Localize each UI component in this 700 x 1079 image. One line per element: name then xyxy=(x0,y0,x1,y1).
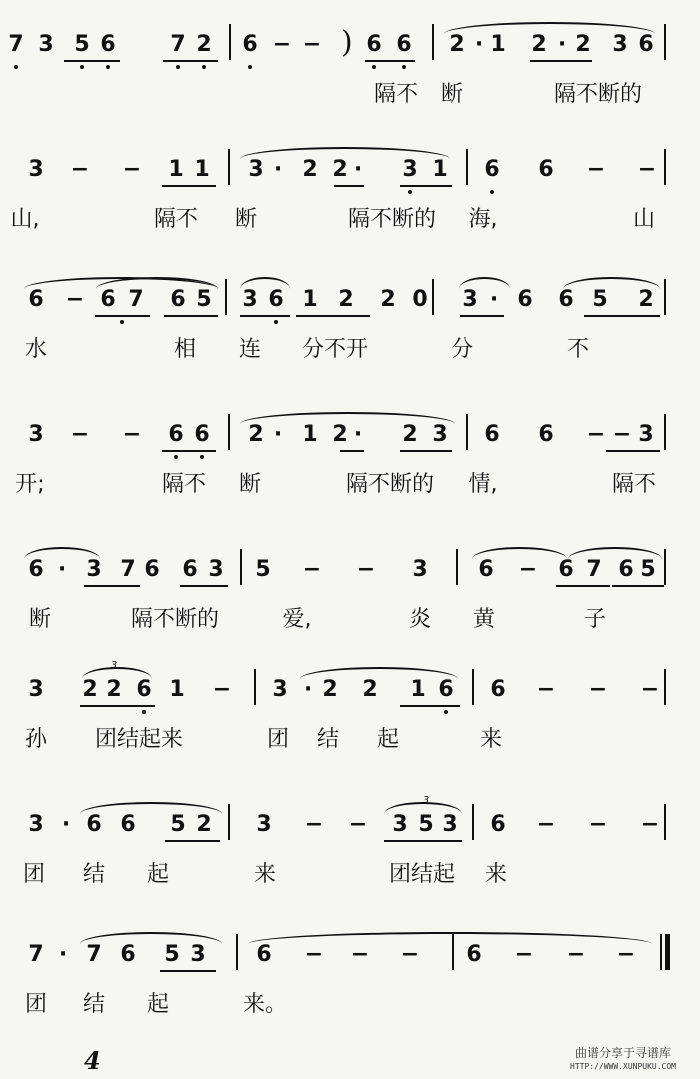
beam-underline xyxy=(163,60,218,62)
beam-underline xyxy=(164,315,218,317)
lyric-4-1: 隔不断的 xyxy=(130,607,220,632)
octave-dot-below xyxy=(14,65,18,69)
note-3-10: 2 xyxy=(402,422,418,447)
note-5-10: 1 xyxy=(410,677,426,702)
lyric-6-1: 结 xyxy=(82,862,106,887)
note-4-4: 6 xyxy=(144,557,160,582)
watermark-line-1: 曲谱分享于寻谱库 xyxy=(574,1046,671,1060)
note-7-0: 7 xyxy=(28,942,44,967)
note-7-11: − xyxy=(514,942,534,967)
octave-dot-below xyxy=(142,710,146,714)
note-7-13: − xyxy=(616,942,636,967)
note-1-15: − xyxy=(637,157,657,182)
note-6-11: 3 xyxy=(442,812,458,837)
beam-underline xyxy=(460,315,504,317)
note-0-2: 5 xyxy=(74,32,90,57)
octave-dot-below xyxy=(106,65,110,69)
beam-underline xyxy=(400,185,452,187)
lyric-7-0: 团 xyxy=(24,992,48,1017)
slur xyxy=(240,277,290,289)
lyric-1-0: 山, xyxy=(10,207,40,232)
note-5-13: − xyxy=(536,677,556,702)
barline xyxy=(466,414,468,450)
note-3-3: 6 xyxy=(168,422,184,447)
lyric-5-5: 来 xyxy=(479,727,503,752)
beam-underline xyxy=(80,705,155,707)
note-6-10: 5 xyxy=(418,812,434,837)
beam-underline xyxy=(584,315,660,317)
note-5-4: 1 xyxy=(169,677,185,702)
lyric-1-3: 隔不断的 xyxy=(347,207,437,232)
note-5-8: 2 xyxy=(322,677,338,702)
note-6-1: · xyxy=(61,812,71,837)
octave-dot-below xyxy=(444,710,448,714)
note-3-8: 2 xyxy=(332,422,348,447)
note-0-17: 2 xyxy=(575,32,591,57)
note-4-10: 3 xyxy=(412,557,428,582)
note-3-0: 3 xyxy=(28,422,44,447)
note-2-10: 2 xyxy=(380,287,396,312)
lyric-3-5: 隔不 xyxy=(611,472,657,497)
note-3-2: − xyxy=(122,422,142,447)
note-2-13: · xyxy=(489,287,499,312)
lyric-2-0: 水 xyxy=(24,337,48,362)
note-0-12: 2 xyxy=(449,32,465,57)
barline xyxy=(472,804,474,840)
note-5-6: 3 xyxy=(272,677,288,702)
note-3-6: · xyxy=(273,422,283,447)
slur xyxy=(459,277,510,289)
note-1-12: 6 xyxy=(484,157,500,182)
note-2-2: 6 xyxy=(100,287,116,312)
beam-underline xyxy=(64,60,120,62)
note-7-8: − xyxy=(350,942,370,967)
lyric-5-4: 起 xyxy=(376,727,400,752)
note-1-4: 1 xyxy=(194,157,210,182)
lyric-6-3: 来 xyxy=(253,862,277,887)
barline xyxy=(664,549,666,585)
note-4-13: 6 xyxy=(558,557,574,582)
note-3-5: 2 xyxy=(248,422,264,447)
lyric-3-3: 隔不断的 xyxy=(345,472,435,497)
note-4-11: 6 xyxy=(478,557,494,582)
note-6-9: 3 xyxy=(392,812,408,837)
note-0-8: − xyxy=(302,32,322,57)
lyric-6-0: 团 xyxy=(22,862,46,887)
beam-underline xyxy=(612,585,664,587)
beam-underline xyxy=(180,585,228,587)
barline xyxy=(240,549,242,585)
note-6-8: − xyxy=(348,812,368,837)
octave-dot-below xyxy=(200,455,204,459)
note-0-13: · xyxy=(474,32,484,57)
lyric-5-3: 结 xyxy=(316,727,340,752)
octave-dot-below xyxy=(402,65,406,69)
final-barline-thin xyxy=(660,934,662,970)
note-0-3: 6 xyxy=(100,32,116,57)
lyric-7-3: 来。 xyxy=(242,992,288,1017)
note-2-12: 3 xyxy=(462,287,478,312)
beam-underline xyxy=(400,450,452,452)
note-0-15: 2 xyxy=(531,32,547,57)
note-4-8: − xyxy=(302,557,322,582)
beam-underline xyxy=(340,450,364,452)
note-4-5: 6 xyxy=(182,557,198,582)
octave-dot-below xyxy=(408,190,412,194)
slur xyxy=(472,547,567,559)
note-3-13: 6 xyxy=(538,422,554,447)
note-5-5: − xyxy=(212,677,232,702)
note-0-1: 3 xyxy=(38,32,54,57)
beam-underline xyxy=(162,450,216,452)
note-7-3: 6 xyxy=(120,942,136,967)
beam-underline xyxy=(384,840,462,842)
slur xyxy=(568,547,662,559)
note-7-9: − xyxy=(400,942,420,967)
note-4-1: · xyxy=(57,557,67,582)
note-6-0: 3 xyxy=(28,812,44,837)
note-3-7: 1 xyxy=(302,422,318,447)
barline xyxy=(254,669,256,705)
beam-underline xyxy=(296,315,370,317)
note-0-4: 7 xyxy=(170,32,186,57)
lyric-3-2: 断 xyxy=(238,472,262,497)
note-4-9: − xyxy=(356,557,376,582)
lyric-7-2: 起 xyxy=(146,992,170,1017)
barline xyxy=(432,24,434,60)
beam-underline xyxy=(84,585,140,587)
note-1-3: 1 xyxy=(168,157,184,182)
note-6-7: − xyxy=(304,812,324,837)
lyric-4-3: 炎 xyxy=(408,607,432,632)
note-2-4: 6 xyxy=(170,287,186,312)
watermark-line-2: HTTP://WWW.XUNPUKU.COM xyxy=(570,1062,676,1071)
lyric-5-2: 团 xyxy=(266,727,290,752)
note-1-2: − xyxy=(122,157,142,182)
octave-dot-below xyxy=(120,320,124,324)
note-1-11: 1 xyxy=(432,157,448,182)
lyric-2-2: 连 xyxy=(238,337,262,362)
beam-underline xyxy=(165,840,220,842)
note-6-5: 2 xyxy=(196,812,212,837)
lyric-2-3: 分不开 xyxy=(301,337,369,362)
note-0-5: 2 xyxy=(196,32,212,57)
note-0-7: − xyxy=(272,32,292,57)
beam-underline xyxy=(334,185,364,187)
watermark xyxy=(548,1045,698,1073)
note-3-12: 6 xyxy=(484,422,500,447)
barline xyxy=(664,279,666,315)
note-4-14: 7 xyxy=(586,557,602,582)
note-5-9: 2 xyxy=(362,677,378,702)
beam-underline xyxy=(606,450,660,452)
note-0-19: 6 xyxy=(638,32,654,57)
lyric-7-1: 结 xyxy=(82,992,106,1017)
note-2-5: 5 xyxy=(196,287,212,312)
barline xyxy=(228,414,230,450)
lyric-1-2: 断 xyxy=(234,207,258,232)
note-1-7: 2 xyxy=(302,157,318,182)
lyric-0-1: 断 xyxy=(440,82,464,107)
note-3-15: − xyxy=(612,422,632,447)
note-7-1: · xyxy=(58,942,68,967)
lyric-1-5: 山 xyxy=(632,207,656,232)
note-7-10: 6 xyxy=(466,942,482,967)
lyric-3-1: 隔不 xyxy=(161,472,207,497)
note-4-12: − xyxy=(518,557,538,582)
slur xyxy=(300,667,458,679)
lyric-0-0: 隔不 xyxy=(373,82,419,107)
note-7-12: − xyxy=(566,942,586,967)
slur xyxy=(80,932,222,944)
note-6-4: 5 xyxy=(170,812,186,837)
lyric-2-4: 分 xyxy=(450,337,474,362)
note-1-5: 3 xyxy=(248,157,264,182)
note-5-15: − xyxy=(640,677,660,702)
note-5-14: − xyxy=(588,677,608,702)
note-2-0: 6 xyxy=(28,287,44,312)
note-6-15: − xyxy=(640,812,660,837)
barline xyxy=(228,804,230,840)
lyric-4-4: 黄 xyxy=(472,607,496,632)
octave-dot-below xyxy=(202,65,206,69)
lyric-4-0: 断 xyxy=(28,607,52,632)
final-barline-thick xyxy=(665,934,670,970)
note-3-16: 3 xyxy=(638,422,654,447)
note-5-0: 3 xyxy=(28,677,44,702)
note-4-6: 3 xyxy=(208,557,224,582)
note-2-16: 5 xyxy=(592,287,608,312)
note-0-14: 1 xyxy=(490,32,506,57)
note-0-11: 6 xyxy=(396,32,412,57)
note-2-9: 2 xyxy=(338,287,354,312)
note-2-6: 3 xyxy=(242,287,258,312)
beam-underline xyxy=(556,585,610,587)
note-7-5: 3 xyxy=(190,942,206,967)
beam-underline xyxy=(530,60,592,62)
barline xyxy=(466,149,468,185)
note-0-0: 7 xyxy=(8,32,24,57)
note-2-8: 1 xyxy=(302,287,318,312)
barline xyxy=(664,804,666,840)
lyric-4-5: 子 xyxy=(583,607,607,632)
note-1-13: 6 xyxy=(538,157,554,182)
triplet-marker: 3 xyxy=(422,795,430,806)
note-7-7: − xyxy=(304,942,324,967)
note-3-1: − xyxy=(70,422,90,447)
barline xyxy=(664,669,666,705)
note-1-8: 2 xyxy=(332,157,348,182)
note-3-14: − xyxy=(586,422,606,447)
note-5-12: 6 xyxy=(490,677,506,702)
lyric-6-2: 起 xyxy=(146,862,170,887)
beam-underline xyxy=(162,185,216,187)
beam-underline xyxy=(240,315,290,317)
note-5-2: 2 xyxy=(106,677,122,702)
note-1-9: · xyxy=(353,157,363,182)
note-2-1: − xyxy=(65,287,85,312)
note-4-7: 5 xyxy=(255,557,271,582)
note-0-16: · xyxy=(557,32,567,57)
octave-dot-below xyxy=(80,65,84,69)
note-2-17: 2 xyxy=(638,287,654,312)
note-2-7: 6 xyxy=(268,287,284,312)
note-0-10: 6 xyxy=(366,32,382,57)
beam-underline xyxy=(365,60,415,62)
slur xyxy=(80,802,222,814)
note-1-6: · xyxy=(273,157,283,182)
beam-underline xyxy=(95,315,150,317)
note-7-6: 6 xyxy=(256,942,272,967)
barline xyxy=(664,149,666,185)
slur xyxy=(240,412,455,424)
barline xyxy=(432,279,434,315)
note-1-14: − xyxy=(586,157,606,182)
note-0-6: 6 xyxy=(242,32,258,57)
note-4-15: 6 xyxy=(618,557,634,582)
barline xyxy=(236,934,238,970)
octave-dot-below xyxy=(176,65,180,69)
note-2-15: 6 xyxy=(558,287,574,312)
page-number: 4 xyxy=(84,1046,101,1075)
barline xyxy=(664,414,666,450)
note-7-2: 7 xyxy=(86,942,102,967)
lyric-1-4: 海, xyxy=(468,207,498,232)
note-4-16: 5 xyxy=(640,557,656,582)
lyric-1-1: 隔不 xyxy=(153,207,199,232)
note-6-13: − xyxy=(536,812,556,837)
note-5-1: 2 xyxy=(82,677,98,702)
lyric-3-0: 开; xyxy=(15,472,45,497)
note-6-12: 6 xyxy=(490,812,506,837)
lyric-5-0: 孙 xyxy=(24,727,48,752)
octave-dot-below xyxy=(274,320,278,324)
slur xyxy=(24,547,100,559)
note-5-3: 6 xyxy=(136,677,152,702)
closing-parenthesis: ) xyxy=(341,25,353,60)
note-1-0: 3 xyxy=(28,157,44,182)
barline xyxy=(225,279,227,315)
octave-dot-below xyxy=(174,455,178,459)
lyric-0-2: 隔不断的 xyxy=(553,82,643,107)
note-5-11: 6 xyxy=(438,677,454,702)
note-2-14: 6 xyxy=(517,287,533,312)
beam-underline xyxy=(400,705,460,707)
note-2-3: 7 xyxy=(128,287,144,312)
lyric-6-4: 团结起 xyxy=(388,862,456,887)
barline xyxy=(229,24,231,60)
slur xyxy=(563,277,660,289)
lyric-2-1: 相 xyxy=(173,337,197,362)
lyric-5-1: 团结起来 xyxy=(94,727,184,752)
octave-dot-below xyxy=(490,190,494,194)
note-2-11: 0 xyxy=(412,287,428,312)
slur xyxy=(248,932,652,944)
lyric-3-4: 情, xyxy=(468,472,498,497)
note-6-6: 3 xyxy=(256,812,272,837)
note-1-1: − xyxy=(70,157,90,182)
note-6-2: 6 xyxy=(86,812,102,837)
note-3-4: 6 xyxy=(194,422,210,447)
note-4-2: 3 xyxy=(86,557,102,582)
note-6-3: 6 xyxy=(120,812,136,837)
barline xyxy=(456,549,458,585)
slur xyxy=(240,147,450,159)
octave-dot-below xyxy=(372,65,376,69)
note-7-4: 5 xyxy=(164,942,180,967)
barline xyxy=(472,669,474,705)
barline xyxy=(228,149,230,185)
slur xyxy=(444,22,655,34)
note-6-14: − xyxy=(588,812,608,837)
lyric-4-2: 爱, xyxy=(282,607,312,632)
note-0-18: 3 xyxy=(612,32,628,57)
lyric-2-5: 不 xyxy=(566,337,590,362)
beam-underline xyxy=(160,970,216,972)
note-1-10: 3 xyxy=(402,157,418,182)
barline xyxy=(664,24,666,60)
note-3-9: · xyxy=(353,422,363,447)
note-5-7: · xyxy=(303,677,313,702)
note-4-0: 6 xyxy=(28,557,44,582)
triplet-marker: 3 xyxy=(110,660,118,671)
note-4-3: 7 xyxy=(120,557,136,582)
lyric-6-5: 来 xyxy=(484,862,508,887)
octave-dot-below xyxy=(248,65,252,69)
note-3-11: 3 xyxy=(432,422,448,447)
